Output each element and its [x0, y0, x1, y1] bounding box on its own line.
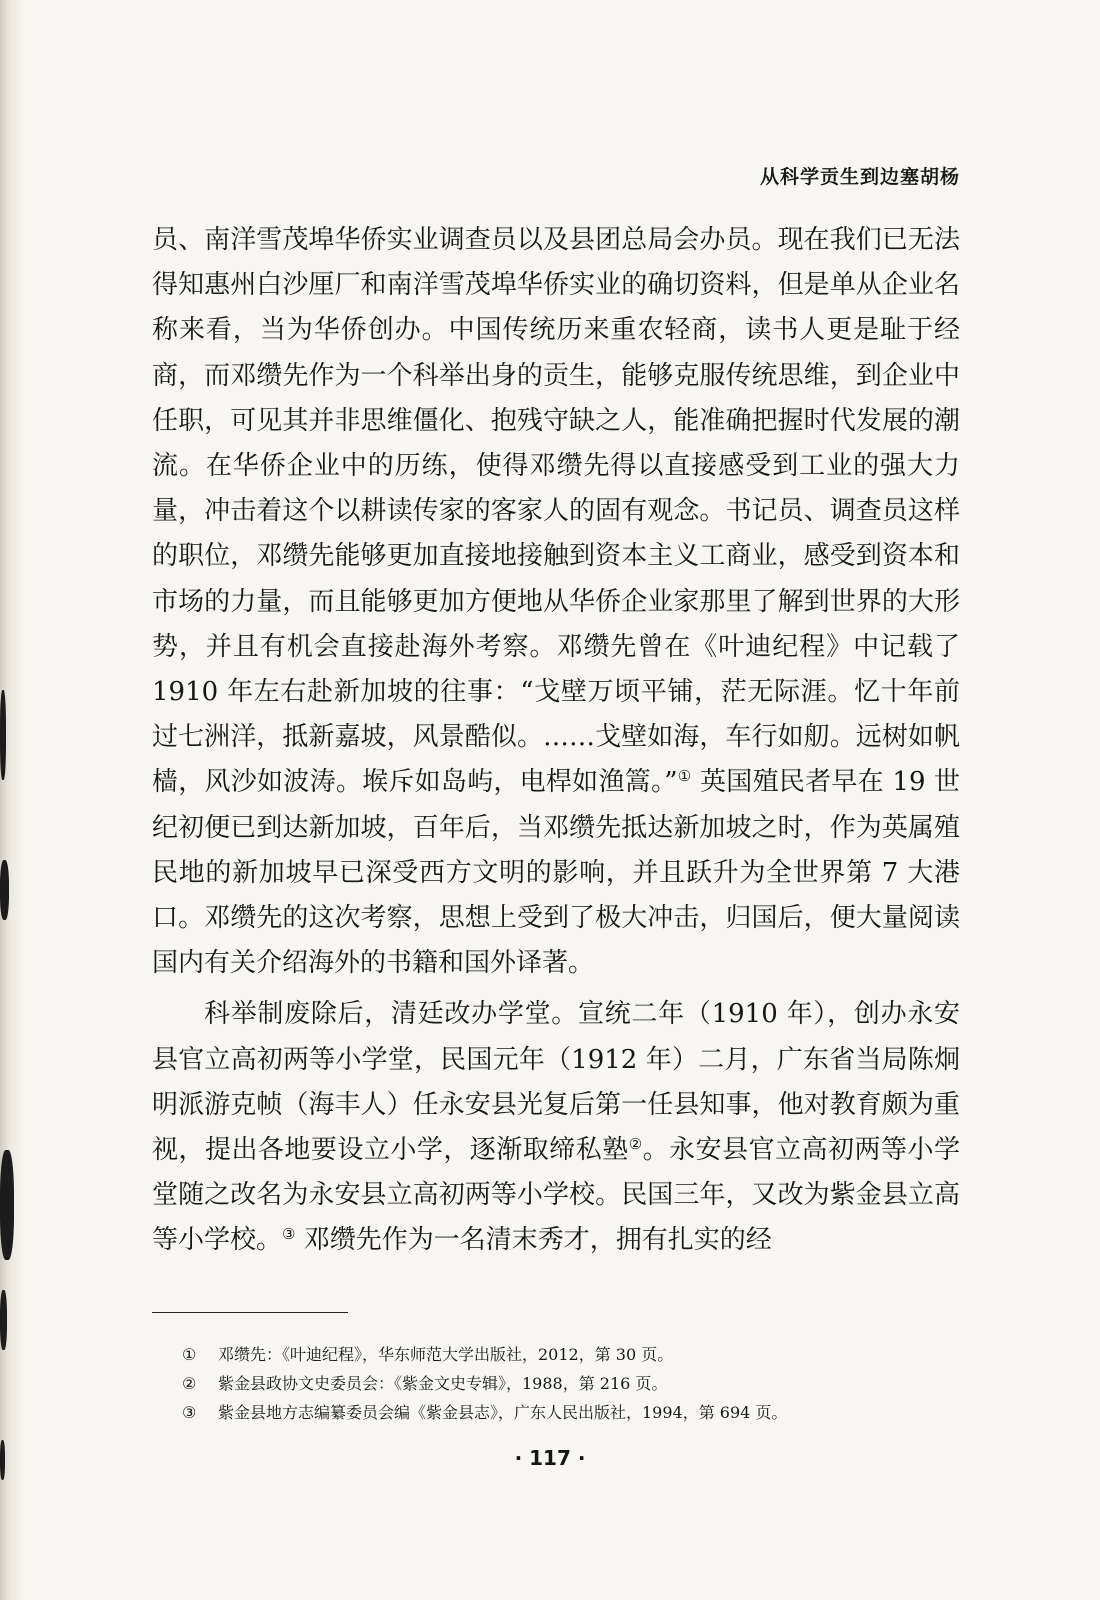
scan-mark — [0, 690, 6, 780]
footnote-text: 邓缵先：《叶迪纪程》，华东师范大学出版社，2012，第 30 页。 — [218, 1345, 674, 1364]
paragraph-text: 员、南洋雪茂埠华侨实业调查员以及县团总局会办员。现在我们已无法得知惠州白沙厘厂和南洋雪茂埠华侨实业的确切资料，但是单从企业名称来看，当为华侨创办。中国传统历来重农轻商，读书人更是耻于经商，而邓缵先作为一个科举出身的贡生，能够克服传统思维，到企业中任职，可见其并非思维僵化、抱残守缺之人，能准确把握时代发展的潮流。在华侨企业中的历练，使得邓缵先得以直接感受到工业的强大力量，冲击着这个以耕读传家的客家人的固有观念。书记员、调查员这样的职位，邓缵先能够更加直接地接触到资本主义工商业，感受到资本和市场的力量，而且能够更加方便地从华侨企业家那里了解到世界的大形势，并且有机会直接赴海外考察。邓缵先曾在《叶迪纪程》中记载了 1910 年左右赴新加坡的往事：“戈壁万顷平铺，茫无际涯。忆十年前过七洲洋，抵新嘉坡，风景酷似。……戈壁如海，车行如舠。远树如帆樯，风沙如波涛。堠斥如岛屿，电桿如渔篙。” — [152, 225, 960, 798]
page-binding-edge — [0, 0, 26, 1600]
scan-mark — [0, 860, 9, 920]
paragraph — [152, 218, 960, 986]
footnote-reference[interactable]: ① — [677, 767, 692, 786]
paragraph-text: 邓缵先作为一名清末秀才，拥有扎实的经 — [295, 1225, 772, 1256]
scan-mark — [0, 1150, 14, 1260]
running-head: 从科学贡生到边塞胡杨 — [759, 166, 960, 188]
paragraph-text: 科举制废除后，清廷改办学堂。宣统二年（1910 年），创办永安县官立高初两等小学堂，民国元年（1912 年）二月，广东省当局陈炯明派游克帧（海丰人）任永安县光复后第一任县知事，他对教育颇为重视，提出各地要设立小学，逐渐取缔私塾 — [152, 999, 960, 1166]
footnote-text: 紫金县政协文史委员会：《紫金文史专辑》，1988，第 216 页。 — [218, 1374, 668, 1393]
footnote-reference[interactable]: ③ — [282, 1225, 296, 1244]
footnote-text: 紫金县地方志编纂委员会编《紫金县志》，广东人民出版社，1994，第 694 页。 — [218, 1403, 788, 1422]
footnote — [182, 1369, 962, 1398]
body-text — [152, 218, 960, 1264]
paragraph-text: 。永安县官立高初两等小学堂随之改名为永安县立高初两等小学校。民国三年，又改为紫金县立高等小学校。 — [152, 1135, 960, 1256]
footnote — [182, 1398, 962, 1427]
footnote-mark: ① — [182, 1345, 197, 1364]
scan-mark — [0, 1290, 7, 1350]
footnote-mark: ③ — [182, 1403, 197, 1422]
paragraph-text: 英国殖民者早在 19 世纪初便已到达新加坡，百年后，当邓缵先抵达新加坡之时，作为英属殖民地的新加坡早已深受西方文明的影响，并且跃升为全世界第 7 大港口。邓缵先的这次考察，思想上受到了极大冲击，归国后，便大量阅读国内有关介绍海外的书籍和国外译著。 — [152, 767, 961, 979]
footnote-reference[interactable]: ② — [628, 1135, 643, 1154]
page-number: · 117 · — [514, 1446, 586, 1470]
footnotes — [182, 1340, 962, 1427]
footnote-mark: ② — [182, 1374, 197, 1393]
footnote-rule — [152, 1312, 348, 1313]
footnote — [182, 1340, 962, 1369]
paragraph — [152, 992, 960, 1263]
